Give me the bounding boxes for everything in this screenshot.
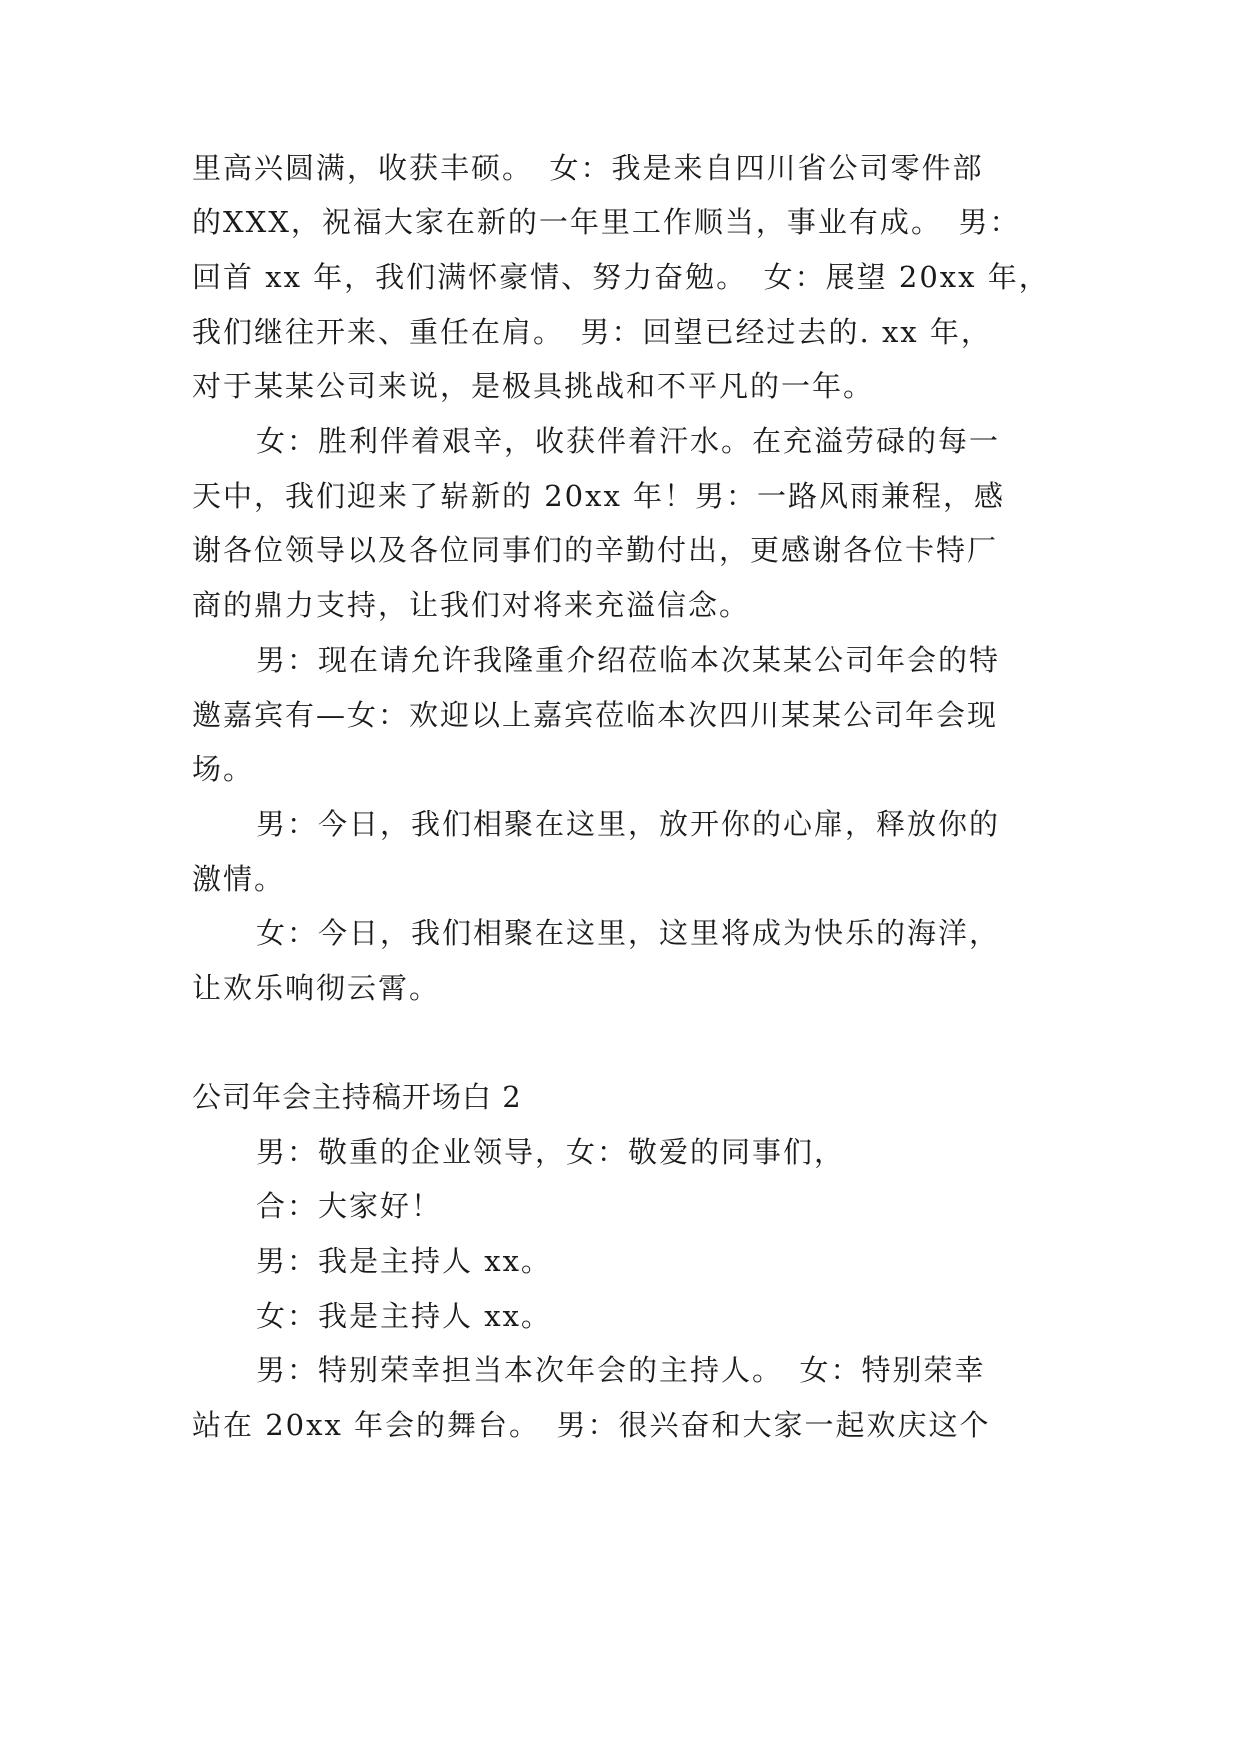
body-text-line: 回首 xx 年，我们满怀豪情、努力奋勉。 女：展望 20xx 年， [192, 260, 1050, 294]
body-text-line: 女：胜利伴着艰辛，收获伴着汗水。在充溢劳碌的每一 [256, 424, 1001, 458]
body-text-line: 男：现在请允许我隆重介绍莅临本次某某公司年会的特 [256, 643, 1001, 677]
body-text-line: 女：今日，我们相聚在这里，这里将成为快乐的海洋， [256, 916, 1001, 950]
body-text-line: 男：今日，我们相聚在这里，放开你的心扉，释放你的 [256, 807, 1001, 841]
body-text-line: 让欢乐响彻云霄。 [192, 971, 441, 1005]
body-text-line: 的XXX，祝福大家在新的一年里工作顺当，事业有成。 男： [192, 205, 1021, 239]
body-text-line: 对于某某公司来说，是极具挑战和不平凡的一年。 [192, 369, 875, 403]
body-text-line: 我们继往开来、重任在肩。 男：回望已经过去的. xx 年， [192, 315, 992, 349]
body-text-line: 邀嘉宾有—女：欢迎以上嘉宾莅临本次四川某某公司年会现 [192, 698, 999, 732]
body-text-line: 男：特别荣幸担当本次年会的主持人。 女：特别荣幸 [256, 1353, 986, 1387]
body-text-line: 站在 20xx 年会的舞台。 男：很兴奋和大家一起欢庆这个 [192, 1408, 991, 1442]
body-text-line: 里高兴圆满，收获丰硕。 女：我是来自四川省公司零件部 [192, 151, 984, 185]
section-title: 公司年会主持稿开场白 2 [192, 1080, 522, 1114]
body-text-line: 商的鼎力支持，让我们对将来充溢信念。 [192, 588, 751, 622]
body-text-line: 谢各位领导以及各位同事们的辛勤付出，更感谢各位卡特厂 [192, 533, 999, 567]
body-text-line: 合：大家好！ [256, 1189, 443, 1223]
body-text-line: 场。 [192, 752, 255, 786]
body-text-line: 男：我是主持人 xx。 [256, 1244, 552, 1278]
body-text-line: 男：敬重的企业领导，女：敬爱的同事们， [256, 1135, 846, 1169]
body-text-line: 女：我是主持人 xx。 [256, 1299, 552, 1333]
body-text-line: 激情。 [192, 862, 286, 896]
body-text-line: 天中，我们迎来了崭新的 20xx 年！男：一路风雨兼程，感 [192, 479, 1006, 513]
